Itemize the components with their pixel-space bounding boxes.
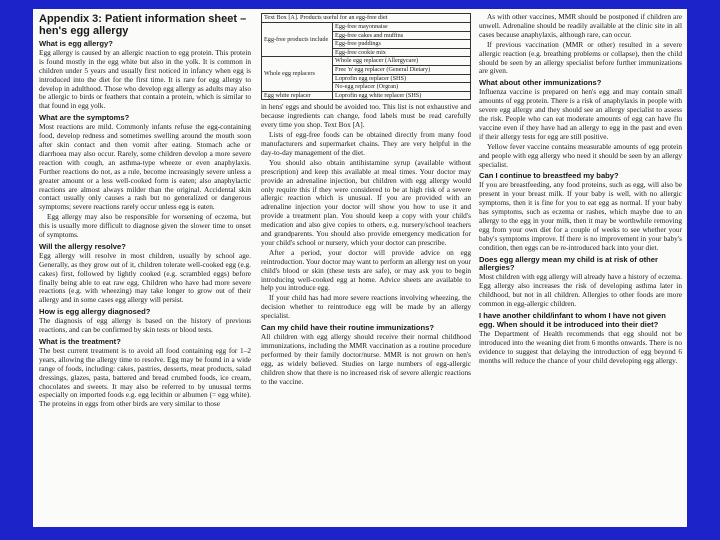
paragraph: Egg allergy will resolve in most children, usually by school age. Generally, as they grow out of it, children tolerate well-cooked egg (e.g. cakes) first, followed by lightly cooked (e.g. scrambled eggs) before finally being able to eat raw egg. Children who have had more severe reactions (e.g. with wheezing) may take longer to grow out of their allergy and in some cases egg allergy will persist.: [39, 250, 251, 305]
paragraph: Egg allergy is caused by an allergic reaction to egg protein. This protein is found mostly in the egg white but also in the yolk. It is common in children under 5 years and usually first noticed in infancy when egg is introduced into the diet for the first time. It is rare for egg allergy to develop in adulthood. Those who develop egg allergy as adults may also be allergic to birds or feathers that contain a protein, which is similar to that found in egg yolk.: [39, 47, 251, 111]
text-box-item: Free 'n' egg replacer (General Dietary): [333, 65, 471, 74]
section-heading: What is egg allergy?: [39, 39, 113, 48]
section-heading: Will the allergy resolve?: [39, 241, 126, 251]
text-box-item: Loprofin egg white replacer (SHS): [333, 91, 471, 100]
text-box-row: [262, 91, 471, 100]
paragraph: The best current treatment is to avoid all food containing egg for 1–2 years, allowing the allergy time to resolve. Egg may be found in a wide range of foods, including: cakes, pastries, desserts, meat products, salad dressings, glazes, pasta, battered and bread crumbed foods, ice cream, chocolates and sweets. It may also be referred to by unusual terms especially on imported foods e.g. egg lecithin or albumen (= egg white). The proteins in eggs from other birds are very similar to those: [39, 345, 251, 409]
text-box-item: Egg-free cakes and muffins: [333, 31, 471, 40]
section-heading: Can I continue to breastfeed my baby?: [479, 171, 619, 181]
document-page: [33, 9, 687, 527]
text-box-item: Loprofin egg replacer (SHS): [333, 74, 471, 83]
text-box-row: [262, 57, 471, 66]
section-heading: I have another child/infant to whom I have not given egg. When should it be introduced into their diet?: [479, 311, 666, 329]
text-box-item: No-egg replacer (Orgran): [333, 83, 471, 92]
text-box-item: Egg-free cookie mix: [333, 48, 471, 57]
paragraph: If you are breastfeeding, any food proteins, such as egg, will also be present in your breast milk. If your baby is well, with no allergic symptoms, then it is fine for you to eat egg as normal. If your baby has symptoms, such as eczema or rashes, which maybe due to an allergy to the egg in your milk, then it may be worthwhile removing egg from your own diet for a couple of weeks to see whether your baby's symptoms improve. If there is no improvement in your baby's condition, then eggs can be re-introduced back into your diet.: [479, 180, 682, 252]
paragraph: in hens' eggs and should be avoided too. This list is not exhaustive and because ingredients can change, food labels must be read carefully every time you shop. Text Box [A].: [261, 102, 471, 130]
appendix-title: Appendix 3: Patient information sheet – hen's egg allergy: [39, 13, 247, 37]
text-box-item: Whole egg replacer (Allergycare): [333, 57, 471, 66]
paragraph: Most reactions are mild. Commonly infants refuse the egg-containing food, develop redness and sometimes swelling around the mouth soon after skin contact and then vomit after eating. Stomach ache or diarrhoea may also occur. Rarely, some children develop a more severe reaction with cough, an asthma-type wheeze or even anaphylaxis. Further reactions do not, as a rule, become increasingly severe unless a greater amount or a less well-cooked form is eaten; also anaphylactic reactions are almost always milder than the original. Accidental skin contact usually only causes a rash but no generalized or dangerous symptoms; severe reactions rarely occur unless egg is eaten.: [39, 122, 251, 212]
section-heading: What are the symptoms?: [39, 113, 130, 123]
section-heading: Does egg allergy mean my child is at risk of other allergies?: [479, 254, 658, 273]
paragraph: The Department of Health recommends that egg should not be introduced into the weaning diet from 6 months onwards. There is no evidence to suggest that delaying the introduction of egg beyond 6 months will reduce the chance of your child developing egg allergy.: [479, 328, 682, 365]
text-box-category: Whole egg replacers: [262, 57, 333, 91]
section-heading: Can my child have their routine immunizations?: [261, 323, 434, 333]
column-2: [261, 13, 471, 523]
column-1: [39, 13, 251, 523]
products-text-box: [261, 13, 471, 100]
paragraph: The diagnosis of egg allergy is based on the history of previous reactions, and can be confirmed by skin tests or blood tests.: [39, 316, 251, 335]
text-box-category: Egg white replacer: [262, 91, 333, 100]
section-heading: How is egg allergy diagnosed?: [39, 307, 151, 317]
paragraph: All children with egg allergy should receive their normal childhood immunizations, including the MMR vaccination as a routine procedure performed by their family doctor/nurse. MMR is not grown on hen's egg, as widely believed. Studies on large numbers of egg-allergic children show that there is no increased risk of severe allergic reactions to the vaccine.: [261, 332, 471, 386]
paragraph: If previous vaccination (MMR or other) resulted in a severe allergic reaction (e.g. breathing problems or collapse), then the child should be seen by an allergy specialist before further immunizations are given.: [479, 39, 682, 76]
text-box-row: [262, 23, 471, 32]
section-heading: What about other immunizations?: [479, 78, 602, 88]
paragraph: If your child has had more severe reactions involving wheezing, the decision whether to reintroduce egg will be made by an allergy specialist.: [261, 293, 471, 321]
paragraph: Lists of egg-free foods can be obtained directly from many food manufacturers and supermarket chains. They are very helpful in the day-to-day management of the diet.: [261, 130, 471, 157]
paragraph: You should also obtain antihistamine syrup (available without prescription) and keep this available at meal times. Your doctor may provide an adrenaline injection, but children with egg allergy would only require this if they were considered to be at high risk of a severe allergic reaction which is unusual. If you are provided with an adrenaline injection your doctor will show you how to use it and provide a treatment plan. You should keep a copy with your child's medication and also give copies to others, e.g. nursery/school teachers and grandparents. You should also provide emergency medication for your child's school or nursery, which your doctor can prescribe.: [261, 157, 471, 247]
section-heading: What is the treatment?: [39, 337, 121, 346]
text-box-caption: Text Box [A]. Products useful for an egg-free diet: [262, 14, 471, 23]
text-box-item: Egg-free puddings: [333, 40, 471, 49]
paragraph: Most children with egg allergy will already have a history of eczema. Egg allergy also increases the risk of developing asthma later in childhood, but not in all children. Allergies to other foods are more common in egg-allergic children.: [479, 272, 682, 309]
text-box-item: Egg-free mayonnaise: [333, 23, 471, 32]
paragraph: Yellow fever vaccine contains measurable amounts of egg protein and people with egg allergy who need it should be seen by an allergy specialist.: [479, 141, 682, 169]
paragraph: Egg allergy may also be responsible for worsening of eczema, but this is usually more difficult to diagnose given the slower time to onset of symptoms.: [39, 212, 251, 240]
text-box-category: Egg-free products include: [262, 23, 333, 57]
paragraph: Influenza vaccine is prepared on hen's egg and may contain small amounts of egg protein. There is a risk of anaphylaxis in people with severe egg allergy and they should see an allergy specialist to assess the risk. People who can eat moderate amounts of egg can have flu vaccine even if they have had an allergy to egg in the past and even if their allergy tests for egg are still positive.: [479, 87, 682, 141]
paragraph: After a period, your doctor will provide advice on egg reintroduction. Your doctor may want to perform an allergy test on your child's blood or skin (these tests are safe), or may ask you to begin introducing well-cooked egg at home. Advice sheets are available to help you introduce egg.: [261, 247, 471, 293]
column-3: [479, 13, 682, 523]
paragraph: As with other vaccines, MMR should be postponed if children are unwell. Adrenaline should be readily available at the clinic site in all cases because anaphylaxis, although rare, can occur.: [479, 13, 682, 39]
